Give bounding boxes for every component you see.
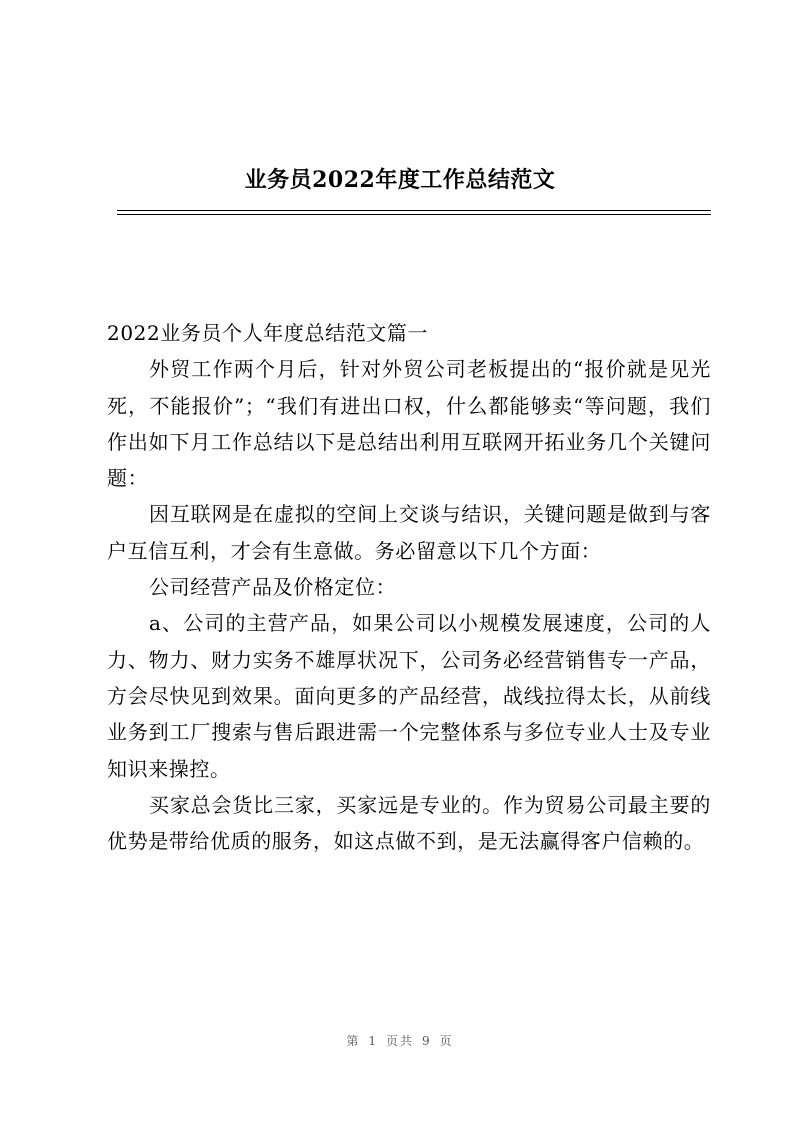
paragraph: 因互联网是在虚拟的空间上交谈与结识，关键问题是做到与客户互信互利，才会有生意做。务必留意以下几个方面： (107, 502, 711, 563)
paragraph: 公司经营产品及价格定位： (149, 575, 397, 600)
title-divider (117, 210, 711, 211)
document-body (107, 315, 711, 859)
paragraph: 买家总会货比三家，买家远是专业的。作为贸易公司最主要的优势是带给优质的服务，如这点做不到，是无法赢得客户信赖的。 (107, 792, 711, 854)
section-heading: 2022业务员个人年度总结范文篇一 (107, 321, 429, 345)
footer-prefix: 第 (346, 1034, 361, 1048)
page-footer (0, 1032, 800, 1049)
document-title: 业务员2022年度工作总结范文 (244, 167, 556, 193)
title-divider-secondary (117, 214, 711, 215)
footer-middle: 页共 (385, 1034, 414, 1048)
footer-total-pages: 9 (422, 1034, 432, 1048)
footer-current-page: 1 (368, 1034, 378, 1048)
footer-suffix: 页 (439, 1034, 454, 1048)
paragraph: 外贸工作两个月后，针对外贸公司老板提出的“报价就是见光死，不能报价”；“我们有进出口权，什么都能够卖“等问题，我们作出如下月工作总结以下是总结出利用互联网开拓业务几个关键问题： (107, 357, 711, 491)
paragraph: a、公司的主营产品，如果公司以小规模发展速度，公司的人力、物力、财力实务不雄厚状况下，公司务必经营销售专一产品，方会尽快见到效果。面向更多的产品经营，战线拉得太长，从前线业务到工厂搜索与售后跟进需一个完整体系与多位专业人士及专业知识来操控。 (107, 611, 711, 781)
